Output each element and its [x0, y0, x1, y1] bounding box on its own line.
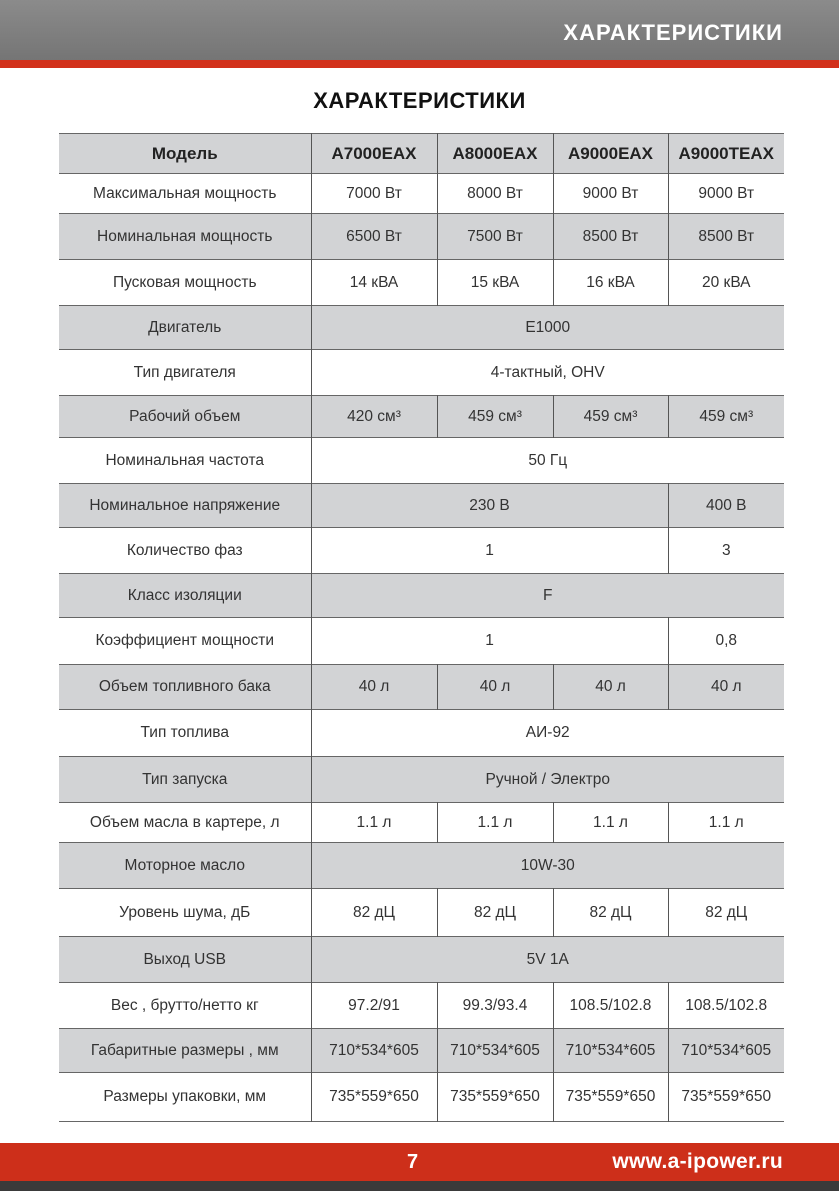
table-row — [59, 889, 784, 937]
value-cell: 420 см³ — [311, 396, 437, 438]
row-label: Количество фаз — [59, 528, 311, 574]
value-cell: 20 кВА — [668, 260, 784, 306]
table-row — [59, 174, 784, 214]
table-row — [59, 1029, 784, 1073]
value-cell: 3 — [668, 528, 784, 574]
value-cell: 1 — [311, 618, 668, 665]
value-cell: 400 В — [668, 484, 784, 528]
value-cell: 1.1 л — [668, 803, 784, 843]
value-cell: 50 Гц — [311, 438, 784, 484]
value-cell: 8500 Вт — [668, 214, 784, 260]
value-cell: 40 л — [437, 665, 553, 710]
row-label: Номинальная частота — [59, 438, 311, 484]
value-cell: 40 л — [668, 665, 784, 710]
header-cell-a7000eax: A7000EAX — [311, 134, 437, 174]
row-label: Вес , брутто/нетто кг — [59, 983, 311, 1029]
row-label: Уровень шума, дБ — [59, 889, 311, 937]
table-row — [59, 574, 784, 618]
value-cell: 710*534*605 — [437, 1029, 553, 1073]
value-cell: 8000 Вт — [437, 174, 553, 214]
value-cell: 16 кВА — [553, 260, 668, 306]
row-label: Двигатель — [59, 306, 311, 350]
value-cell: 4-тактный, OHV — [311, 350, 784, 396]
header-cell-a8000eax: A8000EAX — [437, 134, 553, 174]
table-row — [59, 757, 784, 803]
header-section-title: ХАРАКТЕРИСТИКИ — [563, 20, 783, 45]
value-cell: 1.1 л — [553, 803, 668, 843]
table-row — [59, 260, 784, 306]
table-row — [59, 843, 784, 889]
page-title: ХАРАКТЕРИСТИКИ — [313, 88, 526, 113]
value-cell: 735*559*650 — [311, 1073, 437, 1122]
value-cell: 82 дЦ — [311, 889, 437, 937]
footer-dark-stripe — [0, 1181, 839, 1191]
value-cell: 6500 Вт — [311, 214, 437, 260]
row-label: Тип топлива — [59, 710, 311, 757]
row-label: Пусковая мощность — [59, 260, 311, 306]
value-cell: 459 см³ — [668, 396, 784, 438]
value-cell: E1000 — [311, 306, 784, 350]
row-label: Рабочий объем — [59, 396, 311, 438]
value-cell: 15 кВА — [437, 260, 553, 306]
header-red-stripe — [0, 60, 839, 68]
row-label: Габаритные размеры , мм — [59, 1029, 311, 1073]
value-cell: 735*559*650 — [437, 1073, 553, 1122]
value-cell: 0,8 — [668, 618, 784, 665]
value-cell: АИ-92 — [311, 710, 784, 757]
value-cell: 9000 Вт — [668, 174, 784, 214]
table-header-row — [59, 134, 784, 174]
value-cell: 97.2/91 — [311, 983, 437, 1029]
row-label: Тип запуска — [59, 757, 311, 803]
value-cell: Ручной / Электро — [311, 757, 784, 803]
value-cell: 459 см³ — [553, 396, 668, 438]
specifications-table — [59, 133, 784, 1122]
row-label: Максимальная мощность — [59, 174, 311, 214]
value-cell: 735*559*650 — [668, 1073, 784, 1122]
row-label: Размеры упаковки, мм — [59, 1073, 311, 1122]
value-cell: 230 В — [311, 484, 668, 528]
table-row — [59, 528, 784, 574]
value-cell: 14 кВА — [311, 260, 437, 306]
table-row — [59, 710, 784, 757]
value-cell: 82 дЦ — [553, 889, 668, 937]
value-cell: 459 см³ — [437, 396, 553, 438]
row-label: Номинальное напряжение — [59, 484, 311, 528]
row-label: Объем масла в картере, л — [59, 803, 311, 843]
row-label: Объем топливного бака — [59, 665, 311, 710]
table-row — [59, 618, 784, 665]
value-cell: 710*534*605 — [553, 1029, 668, 1073]
value-cell: 40 л — [311, 665, 437, 710]
table-row — [59, 665, 784, 710]
row-label: Тип двигателя — [59, 350, 311, 396]
table-body — [59, 174, 784, 1122]
value-cell: 1.1 л — [311, 803, 437, 843]
row-label: Коэффициент мощности — [59, 618, 311, 665]
value-cell: 10W-30 — [311, 843, 784, 889]
page-number: 7 — [407, 1151, 419, 1173]
value-cell: 9000 Вт — [553, 174, 668, 214]
table-row — [59, 937, 784, 983]
row-label: Выход USB — [59, 937, 311, 983]
value-cell: 108.5/102.8 — [553, 983, 668, 1029]
header-cell-a9000eax: A9000EAX — [553, 134, 668, 174]
table-row — [59, 983, 784, 1029]
table-row — [59, 350, 784, 396]
header-cell-model: Модель — [59, 134, 311, 174]
value-cell: 82 дЦ — [668, 889, 784, 937]
table-row — [59, 803, 784, 843]
table-row — [59, 484, 784, 528]
header-cell-a9000teax: A9000TEAX — [668, 134, 784, 174]
row-label: Класс изоляции — [59, 574, 311, 618]
value-cell: 1 — [311, 528, 668, 574]
row-label: Номинальная мощность — [59, 214, 311, 260]
value-cell: 735*559*650 — [553, 1073, 668, 1122]
table-row — [59, 396, 784, 438]
value-cell: 710*534*605 — [311, 1029, 437, 1073]
value-cell: F — [311, 574, 784, 618]
row-label: Моторное масло — [59, 843, 311, 889]
value-cell: 5V 1A — [311, 937, 784, 983]
value-cell: 1.1 л — [437, 803, 553, 843]
table-row — [59, 306, 784, 350]
value-cell: 7500 Вт — [437, 214, 553, 260]
table-row — [59, 438, 784, 484]
table-row — [59, 1073, 784, 1122]
value-cell: 8500 Вт — [553, 214, 668, 260]
table-row — [59, 214, 784, 260]
value-cell: 7000 Вт — [311, 174, 437, 214]
value-cell: 40 л — [553, 665, 668, 710]
value-cell: 710*534*605 — [668, 1029, 784, 1073]
website-link[interactable]: www.a-ipower.ru — [612, 1150, 783, 1173]
value-cell: 82 дЦ — [437, 889, 553, 937]
value-cell: 108.5/102.8 — [668, 983, 784, 1029]
value-cell: 99.3/93.4 — [437, 983, 553, 1029]
